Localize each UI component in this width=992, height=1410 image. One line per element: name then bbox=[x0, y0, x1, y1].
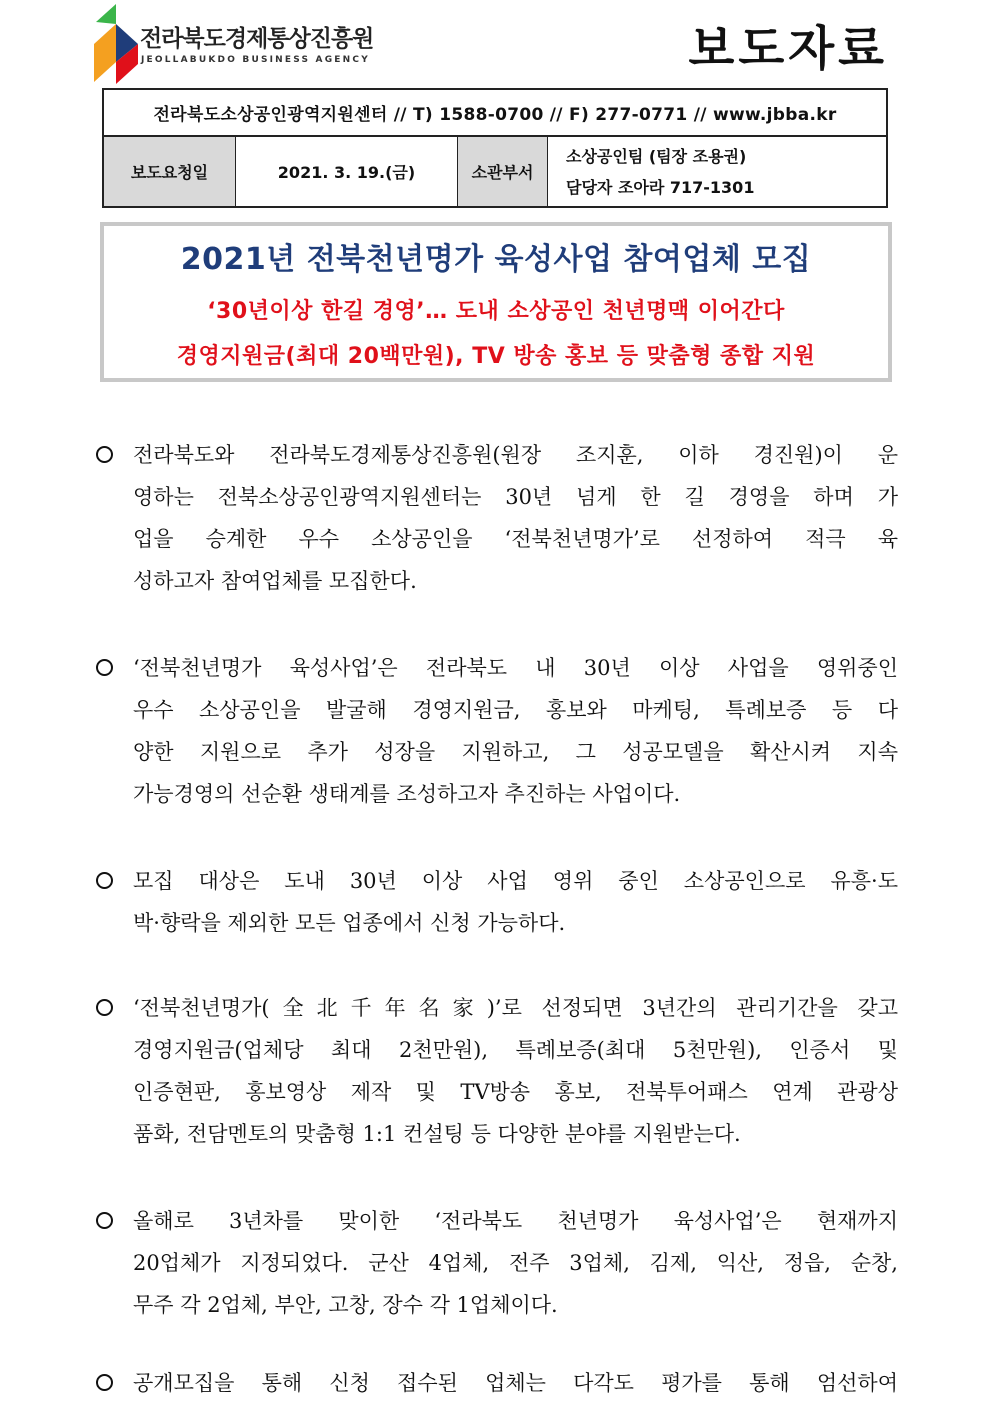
paragraph-line: 경영지원금(업체당 최대 2천만원), 특례보증(최대 5천만원), 인증서 및 bbox=[133, 1038, 898, 1062]
headline-subtitle-1: ‘30년이상 한길 경영’… 도내 소상공인 천년명맥 이어간다 bbox=[207, 299, 785, 324]
paragraph-line: 우수 소상공인을 발굴해 경영지원금, 홍보와 마케팅, 특례보증 등 다 bbox=[133, 698, 898, 722]
circle-bullet-icon bbox=[96, 446, 113, 463]
press-info-table bbox=[102, 88, 888, 208]
body-paragraph-6 bbox=[96, 1368, 898, 1410]
headline-box bbox=[100, 222, 892, 382]
department-label: 소관부서 bbox=[458, 137, 548, 206]
paragraph-line: 무주 각 2업체, 부안, 고창, 장수 각 1업체이다. bbox=[133, 1293, 558, 1317]
department-staff: 담당자 조아라 717-1301 bbox=[566, 177, 755, 197]
paragraph-line: 모집 대상은 도내 30년 이상 사업 영위 중인 소상공인으로 유흥·도 bbox=[133, 869, 898, 893]
paragraph-line: 성하고자 참여업체를 모집한다. bbox=[133, 569, 417, 593]
org-name-korean: 전라북도경제통상진흥원 bbox=[140, 26, 374, 52]
org-name-english: JEOLLABUKDO BUSINESS AGENCY bbox=[141, 55, 370, 65]
paragraph-line: 영하는 전북소상공인광역지원센터는 30년 넘게 한 길 경영을 하며 가 bbox=[133, 485, 898, 509]
body-paragraph-3 bbox=[96, 866, 898, 950]
circle-bullet-icon bbox=[96, 1374, 113, 1391]
body-paragraph-1 bbox=[96, 440, 898, 608]
org-logo-mark-icon bbox=[94, 4, 138, 88]
department-team: 소상공인팀 (팀장 조용권) bbox=[566, 146, 747, 166]
headline-subtitle-2: 경영지원금(최대 20백만원), TV 방송 홍보 등 맞춤형 종합 지원 bbox=[176, 344, 816, 369]
paragraph-line: 가능경영의 선순환 생태계를 조성하고자 추진하는 사업이다. bbox=[133, 782, 681, 806]
paragraph-line: ‘전북천년명가 육성사업’은 전라북도 내 30년 이상 사업을 영위중인 bbox=[133, 656, 898, 680]
circle-bullet-icon bbox=[96, 999, 113, 1016]
circle-bullet-icon bbox=[96, 659, 113, 676]
body-paragraph-2 bbox=[96, 653, 898, 821]
paragraph-line: 공개모집을 통해 신청 접수된 업체는 다각도 평가를 통해 엄선하여 bbox=[133, 1371, 898, 1395]
circle-bullet-icon bbox=[96, 1212, 113, 1229]
paragraph-line: 박·향락을 제외한 모든 업종에서 신청 가능하다. bbox=[133, 911, 566, 935]
body-paragraph-5 bbox=[96, 1206, 898, 1332]
request-date-label: 보도요청일 bbox=[104, 137, 236, 206]
paragraph-line: 인증현판, 홍보영상 제작 및 TV방송 홍보, 전북투어패스 연계 관광상 bbox=[133, 1080, 898, 1104]
headline-title: 2021년 전북천년명가 육성사업 참여업체 모집 bbox=[180, 242, 812, 277]
paragraph-line: 올해로 3년차를 맞이한 ‘전라북도 천년명가 육성사업’은 현재까지 bbox=[133, 1209, 898, 1233]
body-paragraph-4 bbox=[96, 993, 898, 1161]
paragraph-line: 품화, 전담멘토의 맞춤형 1:1 컨설팅 등 다양한 분야를 지원받는다. bbox=[133, 1122, 741, 1146]
paragraph-line: 전라북도와 전라북도경제통상진흥원(원장 조지훈, 이하 경진원)이 운 bbox=[133, 443, 898, 467]
paragraph-line: 양한 지원으로 추가 성장을 지원하고, 그 성공모델을 확산시켜 지속 bbox=[133, 740, 898, 764]
document-type-title: 보도자료 bbox=[688, 22, 888, 77]
contact-info: 전라북도소상공인광역지원센터 // T) 1588-0700 // F) 277-0771 // www.jbba.kr bbox=[104, 90, 886, 137]
org-logo bbox=[94, 4, 384, 88]
request-date: 2021. 3. 19.(금) bbox=[236, 137, 458, 206]
circle-bullet-icon bbox=[96, 872, 113, 889]
paragraph-line: ‘전북천년명가(全北千年名家)’로 선정되면 3년간의 관리기간을 갖고 bbox=[133, 996, 898, 1020]
paragraph-line: 20업체가 지정되었다. 군산 4업체, 전주 3업체, 김제, 익산, 정읍, 순창, bbox=[133, 1251, 898, 1275]
department-contact bbox=[548, 137, 886, 206]
paragraph-line: 업을 승계한 우수 소상공인을 ‘전북천년명가’로 선정하여 적극 육 bbox=[133, 527, 898, 551]
